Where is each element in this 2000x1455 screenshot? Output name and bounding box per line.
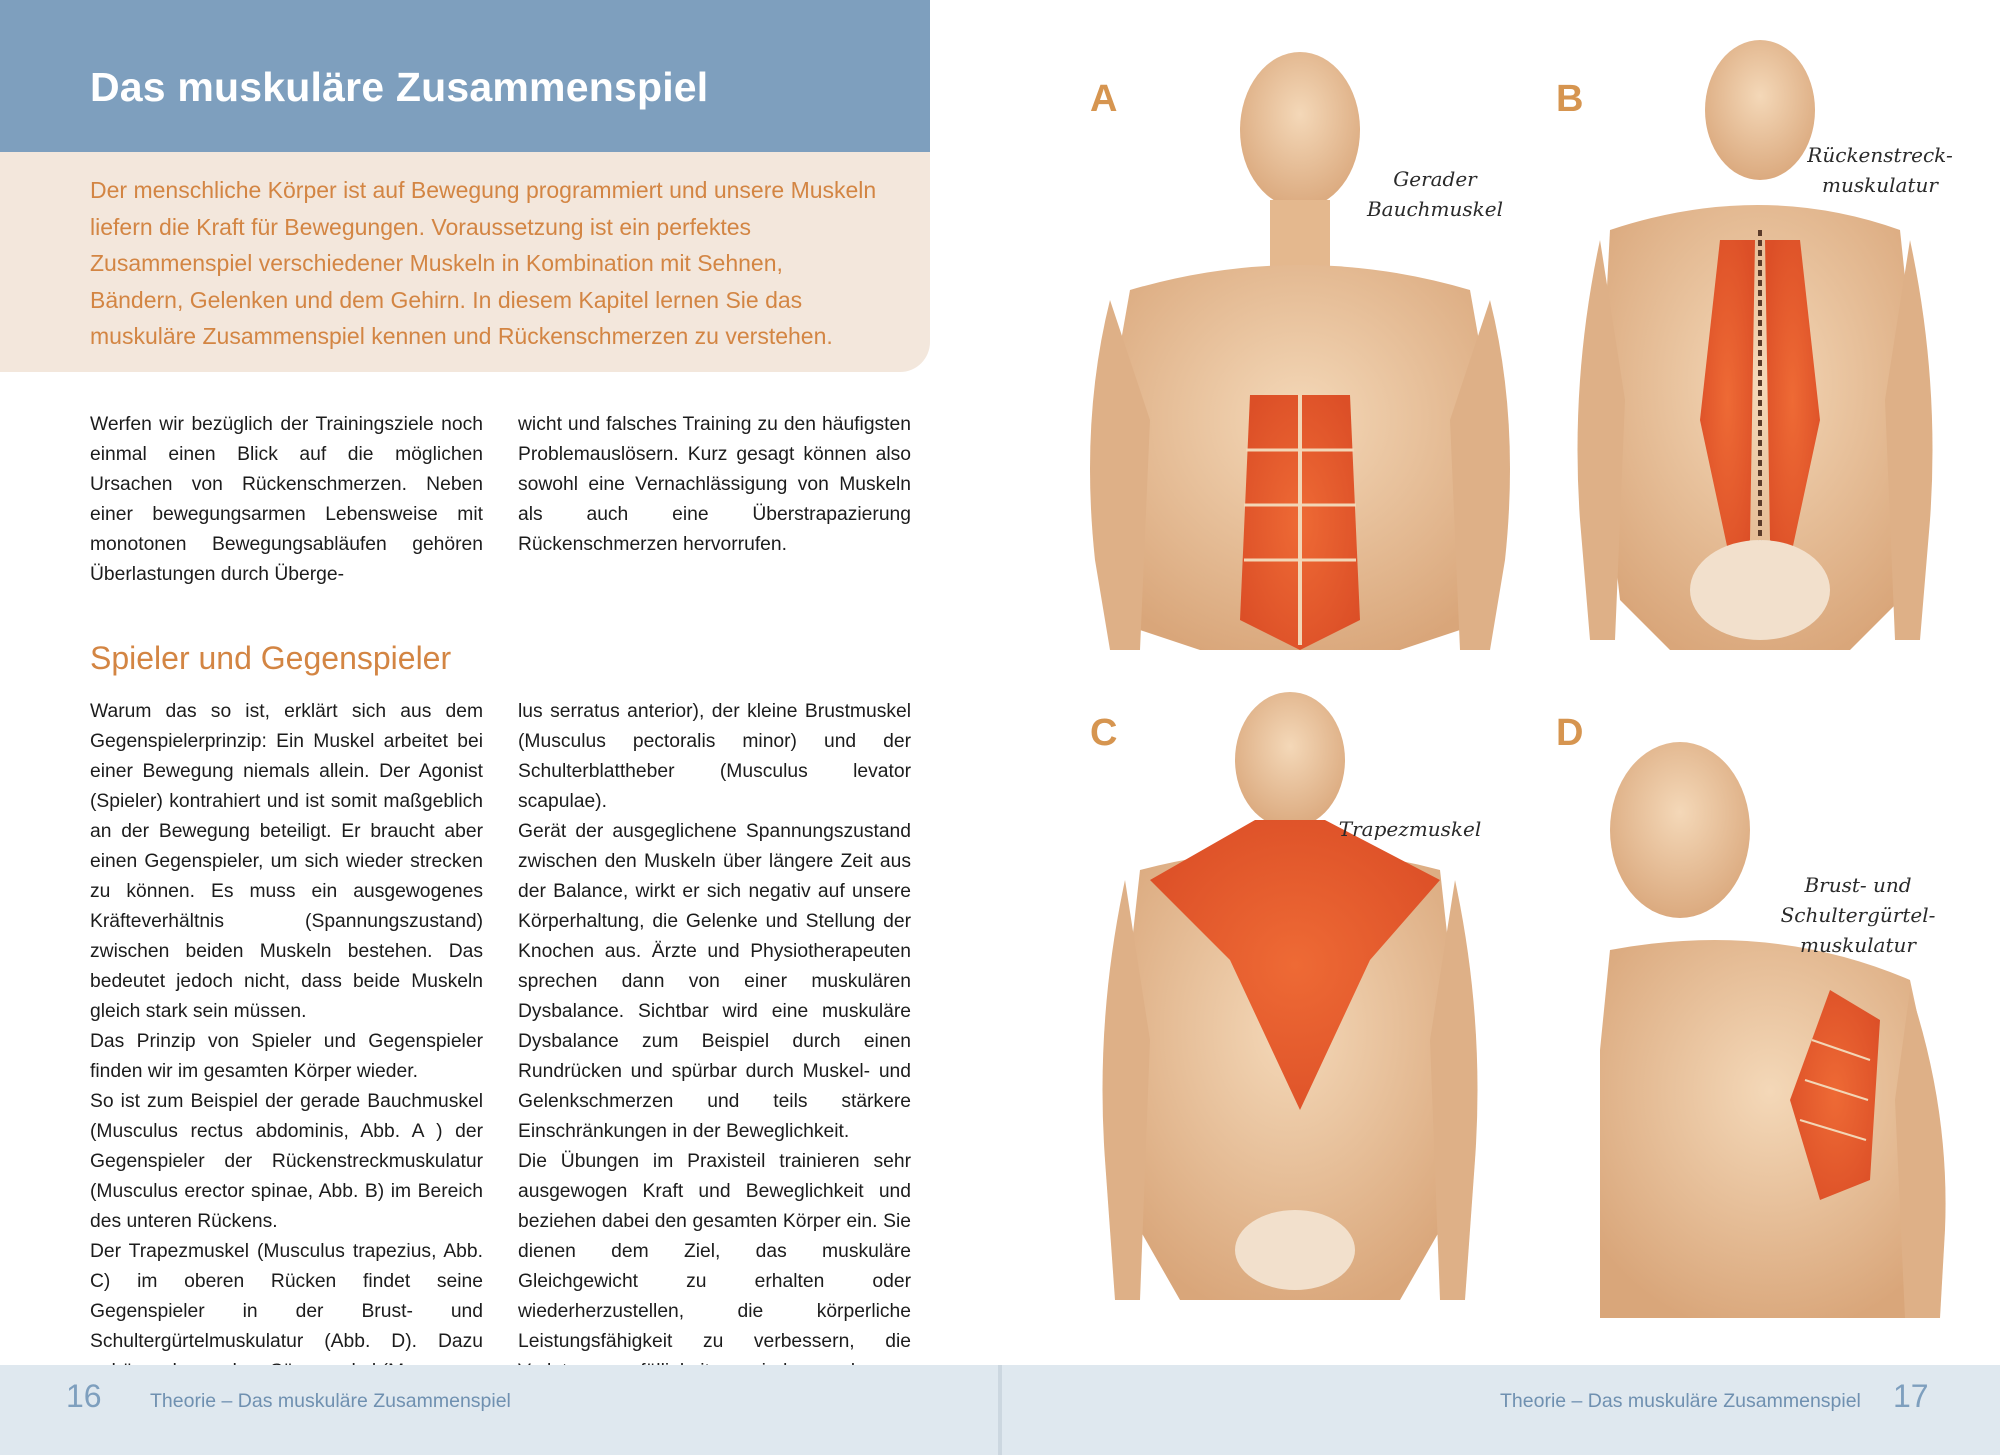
- page-number-left: 16: [66, 1378, 102, 1414]
- caption-line: Rückenstreck-: [1807, 143, 1953, 167]
- caption-line: Brust- und: [1804, 873, 1912, 897]
- figure-b-back: [1578, 40, 1933, 650]
- caption-line: Gerader: [1393, 167, 1477, 191]
- intro-text: Der menschliche Körper ist auf Bewegung programmiert und unsere Muskeln liefern die Kraft für Bewegungen. Voraussetzung ist ein perfektes Zusammenspiel verschiedener Muskeln in Kombination mit Sehnen, Bändern, Gelenken und dem Gehirn. In diesem Kapitel lernen Sie das muskuläre Zusammenspiel kennen und Rückenschmerzen zu verstehen.: [90, 177, 877, 349]
- figure-b-letter: B: [1556, 78, 1584, 120]
- caption-line: Trapezmuskel: [1338, 817, 1482, 841]
- figure-d-chest: [1600, 742, 1946, 1318]
- figure-b-caption: [1790, 140, 1970, 200]
- running-head-right: Theorie – Das muskuläre Zusammenspiel: [1500, 1390, 1861, 1412]
- caption-line: muskulatur: [1822, 173, 1938, 197]
- figure-d-letter: D: [1556, 712, 1584, 754]
- paragraph: lus serratus anterior), der kleine Brustmuskel (Musculus pectoralis minor) und der Schulterblattheber (Musculus levator scapulae).: [518, 701, 911, 812]
- paragraph: So ist zum Beispiel der gerade Bauchmuskel (Musculus rectus abdominis, Abb. A ) der Gegenspieler der Rückenstreckmuskulatur (Musculus erector spinae, Abb. B) im Bereich des unteren Rückens.: [90, 1091, 483, 1232]
- figure-c-caption: [1330, 814, 1490, 844]
- paragraph: Die Übungen im Praxisteil trainieren sehr ausgewogen Kraft und Beweglichkeit und beziehen dabei den gesamten Körper ein. Sie dienen dem Ziel, das muskuläre Gleichgewicht zu erhalten oder wiederherzustellen, die körperliche Leistungsfähigkeit zu verbessern, die: [518, 1151, 911, 1352]
- running-head-left: Theorie – Das muskuläre Zusammenspiel: [150, 1390, 511, 1412]
- figure-d-caption: [1768, 870, 1948, 960]
- page-fold: [998, 1365, 1002, 1455]
- section-heading: Spieler und Gegenspieler: [90, 640, 452, 676]
- paragraph: Warum das so ist, erklärt sich aus dem Gegenspielerprinzip: Ein Muskel arbeitet bei einer Bewegung niemals allein. Der Agonist (Spieler) kontrahiert und ist somit maßgeblich an der Bewegung beteiligt. Er braucht aber einen Gegenspieler, um sich wieder strecken zu können. Es muss ein ausgewogenes Kräfteverhältnis (Spannungszustand) zwischen beiden Muskeln bestehen. Das bedeutet jedoch nicht, dass beide Muskeln gleich stark sein müssen.: [90, 701, 483, 1022]
- caption-line: Bauchmuskel: [1366, 197, 1504, 221]
- section1-col1-text: Werfen wir bezüglich der Trainingsziele noch einmal einen Blick auf die möglichen Ursachen von Rückenschmerzen. Neben einer bewegungsarmen Lebensweise mit monotonen Bewegungsabläufen gehören Überlastungen durch Überge-: [90, 414, 483, 585]
- figure-c-letter: C: [1090, 712, 1118, 754]
- figure-c-back: [1103, 692, 1478, 1300]
- section1-col2-text: wicht und falsches Training zu den häufigsten Problemauslösern. Kurz gesagt können also sowohl eine Vernachlässigung von Muskeln als auch eine Überstrapazierung Rückenschmerzen hervorrufen.: [518, 414, 911, 555]
- paragraph: Gerät der ausgeglichene Spannungszustand zwischen den Muskeln über längere Zeit aus der Balance, wirkt er sich negativ auf unsere Körperhaltung, die Gelenke und Stellung der Knochen aus. Ärzte und Physiotherapeuten sprechen dann von einer muskulären Dysbalance. Sichtbar wird eine muskuläre Dysbalance zum Beispiel durch einen Rundrücken und spürbar durch Muskel- und Gelenkschmerzen und teils stärkere Einschränkungen in der Beweglichkeit.: [518, 821, 911, 1142]
- caption-line: muskulatur: [1800, 933, 1916, 957]
- caption-line: Schultergürtel-: [1780, 903, 1936, 927]
- figure-a-letter: A: [1090, 78, 1118, 120]
- figure-a-caption: [1355, 164, 1515, 224]
- paragraph: Das Prinzip von Spieler und Gegenspieler finden wir im gesamten Körper wieder.: [90, 1031, 483, 1082]
- paragraph: Der Trapezmuskel (Musculus trapezius, Abb. C) im oberen Rücken findet seine Gegenspieler in der Brust- und Schultergürtelmuskulatur (Abb. D). Dazu: [90, 1241, 483, 1352]
- page-number-right: 17: [1893, 1378, 1929, 1414]
- chapter-title: Das muskuläre Zusammenspiel: [90, 64, 709, 110]
- figure-a-front-torso: [1090, 52, 1510, 650]
